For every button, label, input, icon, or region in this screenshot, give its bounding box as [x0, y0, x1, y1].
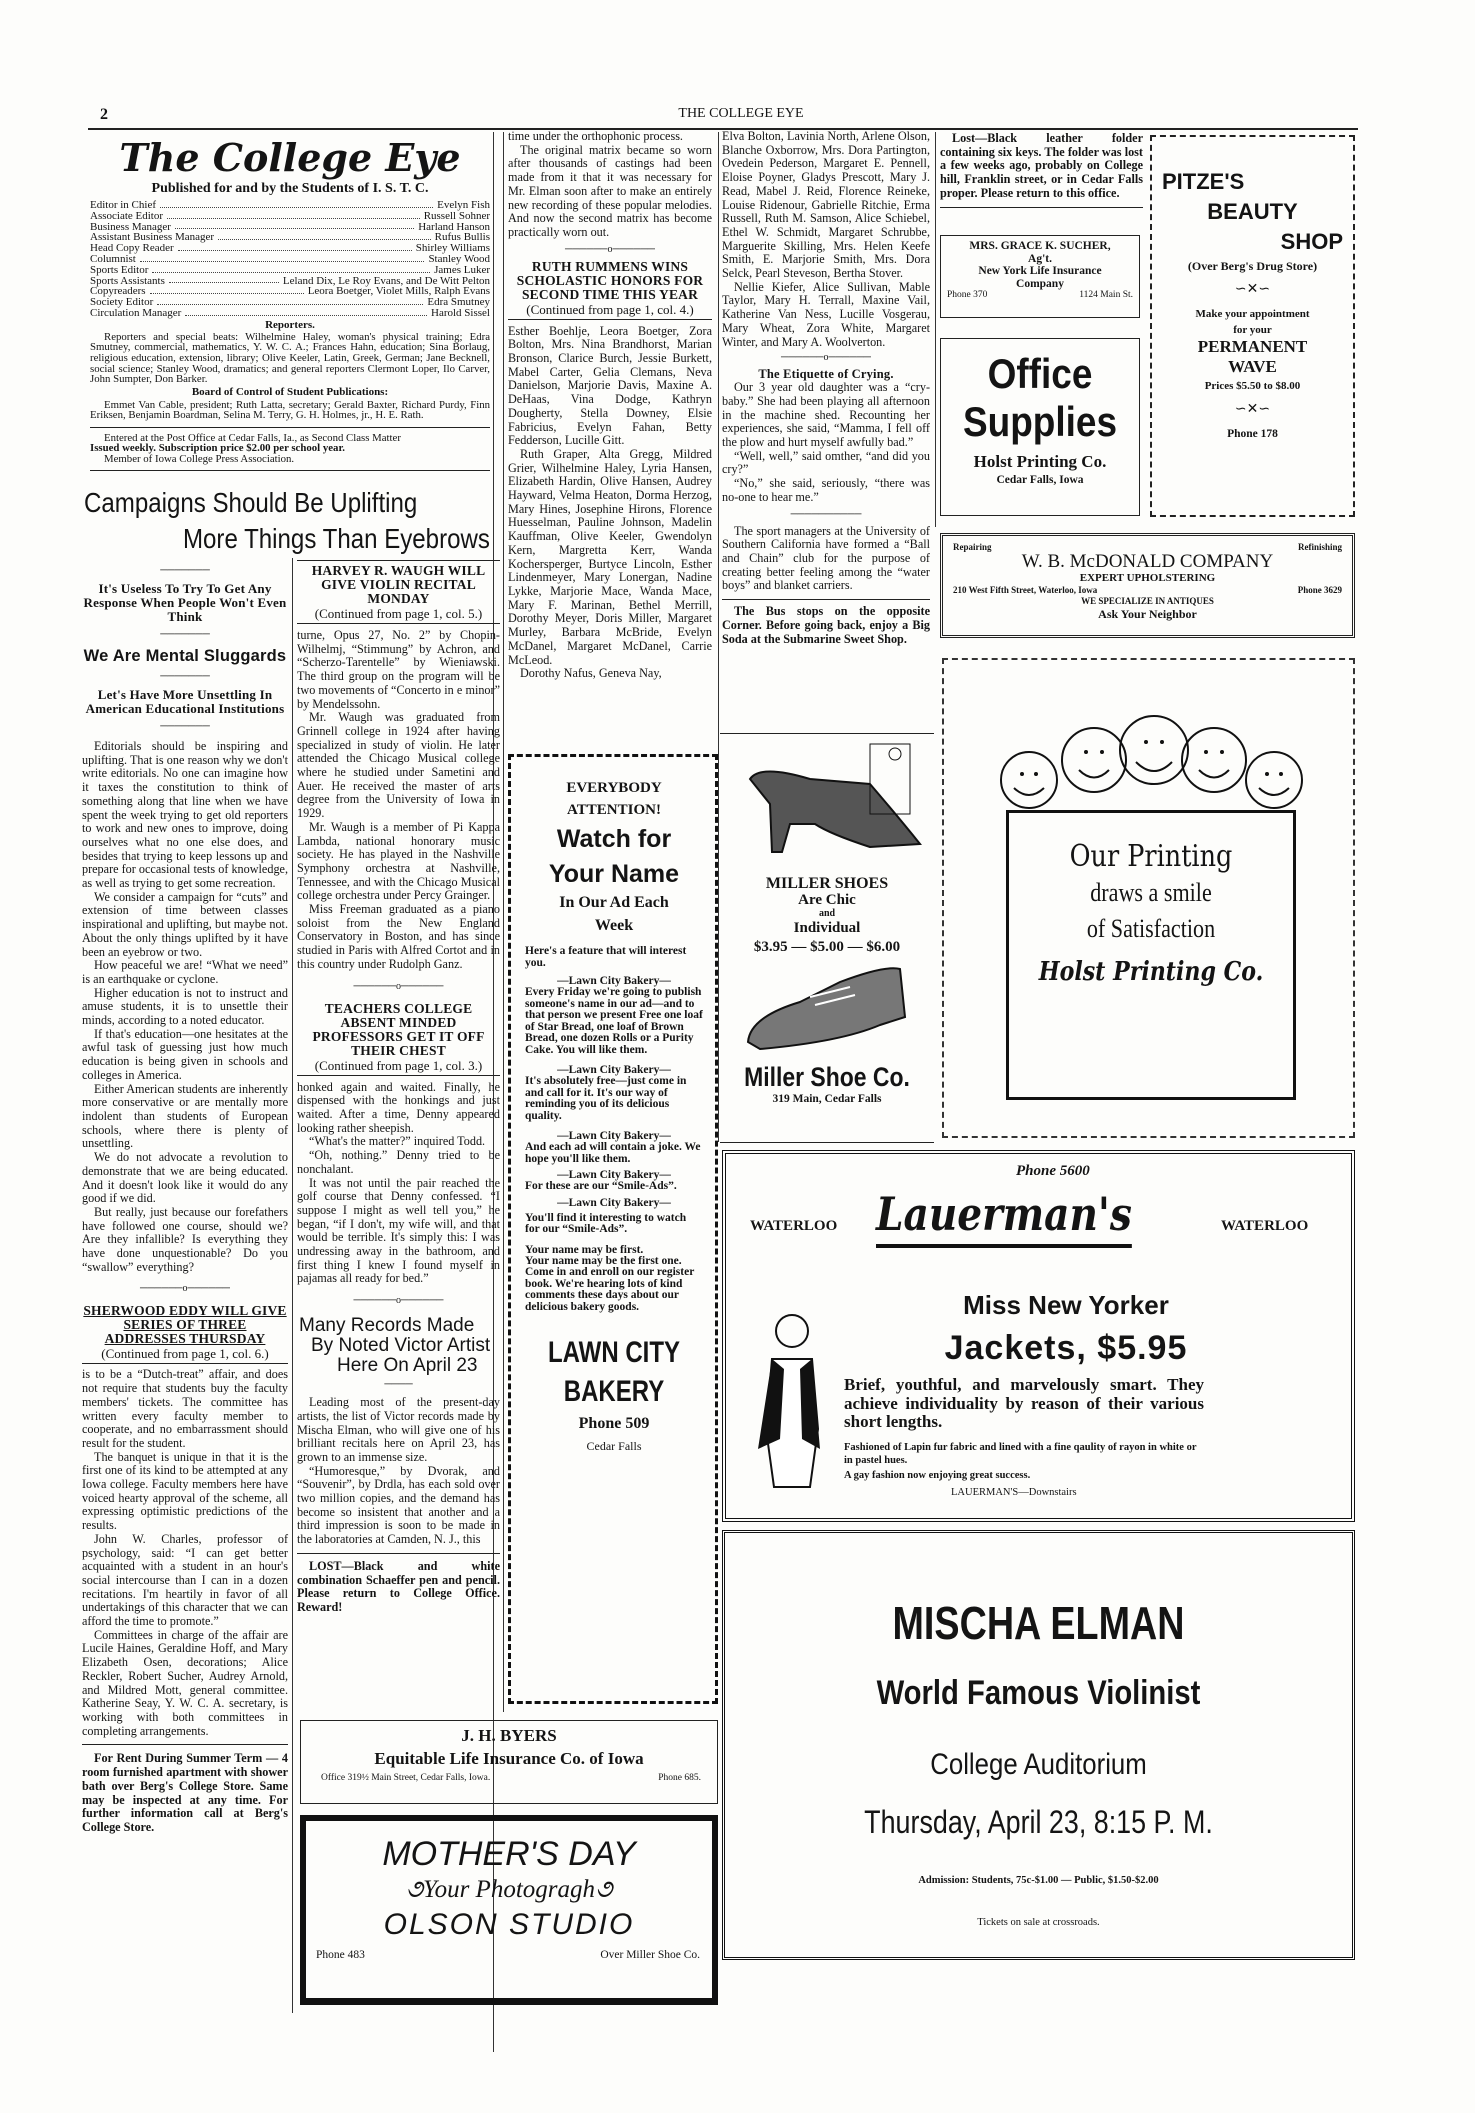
reporters-text: Reporters and special beats: Wilhelmine Haley, woman's physical training; Edra Smutney, commercial, mathematics, Y. W. C. A.; Frances Hahn, education; Sina Borlaug, religious education, extension, library; Olive Keeler, Latin, Greek, German; Jane Becknell, social science; Stanley Wood, dramatics; and general reporters Clermont Loper, Ilo Carver, John Sumpter, Don Barker.: [90, 330, 490, 386]
bakery-tag: —Lawn City Bakery—: [557, 1130, 671, 1142]
pitze-phone: Phone 178: [1227, 428, 1278, 440]
photo-line: Your Photogragh: [422, 1876, 596, 1903]
sherwood-headline: SHERWOOD EDDY WILL GIVE SERIES OF THREE ADDRESSES THURSDAY: [83, 1303, 287, 1347]
paragraph: We consider a campaign for “cuts” and extension of time between classes inspirational and uplifting, but maybe not. About the only things uplifted by it have been an eyebrow or two.: [82, 889, 288, 959]
mcdonald-tag: Ask Your Neighbor: [1098, 607, 1197, 621]
column-5: [940, 132, 1143, 208]
bakery-city: Cedar Falls: [586, 1439, 642, 1453]
paragraph: “Oh, nothing.” Denny tried to be nonchalant.: [297, 1148, 500, 1176]
masthead-title: The College Eye: [119, 135, 461, 180]
paragraph: Miss Freeman graduated as a piano soloist from the New England Conservatory in Boston, and has since studied in Paris with Alfred Cortot and in this country under Rudolph Ganz.: [297, 902, 500, 971]
paragraph: “Well, well,” said omther, “and did you cry?”: [722, 448, 930, 477]
column-2: HARVEY R. WAUGH WILL GIVE VIOLIN RECITAL MONDAY (Continued from page 1, col. 5.) turne, Opus 27, No. 2” by Chopin-Wilhelmj, “Stimmung” by Achron, and “Scherzo-Tarentelle” by Wieniawski. The third group on the program will be two movements of “Concerto in e minor” by Mendelssohn. Mr. Waugh was graduated from Grinnell college in 1924 after having specialized in study of violin. He later attended the Chicago Musical college where he studied under Sametini and Auer. He received the master of arts degree from the University of Iowa in 1929. Mr. Waugh is a member of Pi Kappa Lambda, national honorary music society. He has played in the Nashville Symphony orchestra at Nashville, Tennessee, and with the Chicago Musical college orchestra under Percy Grainger. Miss Freeman graduated as a piano soloist from the New England Conservatory in Boston, and has since studied in Paris with Alfred Cortot and in this country under Rudolph Ganz. ──────o────── TEACHERS COLLEGE ABSENT MINDED PROFESSORS GET IT OFF THEIR CHEST (Continued from page 1, col. 3.) honked again and waited. Finally, he dispensed with the honkings and just waited. After a time, Denny appeared looking rather sheepish. “What's the matter?” inquired Todd. “Oh, nothing.” Denny tried to be nonchalant. It was not until the pair reached the golf course that Denny confessed. “I suppose I might as well tell you,” he began, “if I don't, my wife will, and that would be terrible. It's simply this: I was undressing away in the bathroom, and first thing I knew I found myself in pajamas all ready for bed.” ──────o────── Many Records Made By Noted Victor Artist Here On April 23 ──── Leading most of the present-day artists, the list of Victor records made by Mischa Elman, who will give one of his brilliant recitals here on April 23, has grown to an immense size. “Humoresque,” by Dvorak, and “Souvenir”, by Drdla, has each sold over two million copies, and the demand has become so insistent that another and a third impression is soon to be made in the laboratories at Camden, N. J., this LOST—Black and white combination Schaeffer pen and pencil. Please return to College Office. Reward!: [297, 560, 500, 1615]
paragraph: How peaceful we are! “What we need” is an earthquake or cyclone.: [82, 958, 288, 986]
paragraph: “No,” she said, seriously, “there was no-one to hear me.”: [722, 476, 930, 504]
continued-note: (Continued from page 1, col. 3.): [314, 1057, 483, 1073]
mothers-day-ad: [300, 1815, 718, 2005]
mens-shoe-illustration: [720, 957, 934, 1057]
ad-line: ATTENTION!: [567, 802, 661, 818]
elman-admission: Admission: Students, 75c-$1.00 — Public, $1.50-$2.00: [918, 1875, 1159, 1886]
lauerman-city: WATERLOO: [750, 1218, 838, 1234]
lauerman-logo: Lauerman's: [876, 1184, 1132, 1248]
staff-row: [90, 254, 490, 265]
editorial-headline: More Things Than Eyebrows: [183, 523, 490, 554]
paragraph: Our 3 year old daughter was a “cry-baby.” She had been playing all afternoon in the machine shed. Recounting her experiences, she said, “Mamma, I fell off the plow and hurt myself awfully bad.”: [722, 380, 930, 450]
staff-name: Russell Sohner: [423, 209, 490, 222]
records-headline: Here On April 23: [337, 1355, 478, 1377]
pitze-line: SHOP: [1280, 229, 1343, 254]
miller-shoe-ad: [720, 733, 934, 1143]
ruth-headline: RUTH RUMMENS WINS SCHOLASTIC HONORS FOR SECOND TIME THIS YEAR: [516, 258, 704, 302]
paragraph: John W. Charles, professor of psychology, said: “I can get better acquainted with a student in an hour's social intercourse than I can in a dozen recitations. I'm heartily in favor of all undertakings of this character that we can afford the time to promote.”: [82, 1531, 288, 1629]
ad-text: Your name may be the first one. Come in and enroll on our register book. We're hearing lots of kind comments these days about our delicious bakery goods.: [525, 1254, 695, 1313]
lost-folder-notice: Lost—Black leather folder containing six keys. The folder was lost a few weeks ago, probably on College hill, Franklin street, or in Cedar Falls proper. Please return to this office.: [940, 131, 1143, 200]
pitze-line: for your: [1233, 324, 1272, 336]
mcdonald-address: 210 West Fifth Street, Waterloo, Iowa: [953, 585, 1098, 595]
ad-text: Here's a feature that will interest you.: [525, 945, 687, 969]
lost-pen-notice: LOST—Black and white combination Schaeffer pen and pencil. Please return to College Office. Reward!: [297, 1558, 500, 1614]
staff-name: Harland Hanson: [418, 220, 490, 233]
records-headline: Many Records Made: [299, 1315, 475, 1337]
byers-phone: Phone 685.: [658, 1773, 701, 1783]
pitze-line: WAVE: [1228, 357, 1277, 376]
staff-role: Circulation Manager: [90, 306, 182, 319]
records-headline: By Noted Victor Artist: [311, 1335, 491, 1357]
staff-name: Leora Boetger, Violet Mills, Ralph Evans: [307, 285, 490, 298]
staff-name: Harold Sissel: [431, 306, 490, 319]
paragraph: Leading most of the present-day artists, the list of Victor records made by Mischa Elman, who will give one of his brilliant recitals here on April 23, has grown to an immense size.: [297, 1395, 500, 1464]
byers-ad: [300, 1720, 718, 1804]
staff-role: Associate Editor: [90, 209, 164, 222]
sucher-company: New York Life Insurance Company: [978, 265, 1102, 290]
bakery-name: LAWN CITY: [548, 1336, 680, 1369]
studio-phone: Phone 483: [316, 1949, 365, 1961]
bakery-phone: Phone 509: [578, 1415, 650, 1432]
miller-prices: $3.95 — $5.00 — $6.00: [753, 939, 901, 955]
entry-line: Issued weekly. Subscription price $2.00 per school year.: [90, 442, 345, 455]
staff-role: Copyreaders: [90, 285, 146, 298]
bus-notice: The Bus stops on the opposite Corner. Before going back, enjoy a Big Soda at the Submarine Sweet Shop.: [722, 604, 930, 646]
lauerman-detail: Fashioned of Lapin fur fabric and lined with a fine qaulity of rayon in white or in pastel hues.: [844, 1442, 1197, 1466]
continued-note: (Continued from page 1, col. 4.): [526, 301, 694, 317]
woman-fashion-illustration: [754, 1309, 824, 1489]
entry-line: Member of Iowa College Press Association.: [104, 452, 295, 465]
staff-name: Rufus Bullis: [434, 231, 490, 244]
womens-shoe-illustration: [720, 734, 934, 864]
board-text: Emmet Van Cable, president; Ruth Latta, secretary; Gerald Baxter, Richard Purdy, Finn Eriksen, Benjamin Boardman, Selina M. Terry, G. H. Holmes, jr., H. E. Rath.: [90, 398, 490, 422]
paragraph: If that's education—one hesitates at the awful task of guessing just how much education is being given in schools and colleges in America.: [82, 1026, 288, 1082]
sport-note: The sport managers at the University of Southern California have formed a “Ball and Chain” club for the purpose of creating better feeling among the “water boys” and blanket carriers.: [722, 523, 930, 593]
staff-role: Columnist: [90, 252, 136, 265]
lauerman-ad: [722, 1150, 1355, 1522]
mcdonald-service: EXPERT UPHOLSTERING: [1079, 572, 1216, 584]
paragraph: turne, Opus 27, No. 2” by Chopin-Wilhelmj, “Stimmung” by Achron, and “Scherzo-Tarentelle” by Wieniawski. The third group on the program will be two movements of “Concerto in e minor” by Mendelssohn.: [297, 628, 500, 711]
reporters-heading: Reporters.: [265, 318, 315, 331]
for-rent-notice: For Rent During Summer Term — 4 room furnished apartment with shower bath over Berg's College Store. Same may be inspected at any time. For further information call at Berg's College Store.: [82, 1751, 288, 1834]
lauerman-phone: Phone 5600: [1016, 1163, 1090, 1179]
editorial-headline: Campaigns Should Be Uplifting: [84, 487, 418, 518]
editorial-article: ─────── It's Useless To Try To Get Any Response When People Won't Even Think ─────── We Are Mental Sluggards ─────── Let's Have More Unsettling In American Educational Institutions ─────── Editorials should be inspiring and uplifting. That is one reason why we don't write editorials. No one can imagine how it taxes the constitution to think of something along that line when we have spent the week trying to get old reporters to work and new ones to improve, doing ourselves what no one else does, and besides that trying to keep lessons up and prepare for occasional tests of knowledge, as well as trying to get some recreation. We consider a campaign for “cuts” and extension of time between classes inspirational and uplifting, but maybe not. About the only things uplifted by it have been an eyebrow or two. How peaceful we are! “What we need” is an earthquake or cyclone. Higher education is not to instruct and amuse students, it is to unsettle their minds, according to a noted educator. If that's education—one hesitates at the awful task of guessing just how much education is being given in schools and colleges in America. Either American students are inherently more conservative or are mentally more indolent than students of European schools, where there is plenty of unsettling. We do not advocate a revolution to demonstrate that we are being educated. And it doesn't look like it would do any good if we did. But really, just because our forefathers have followed one course, should we? Are they infallible? Is everything they have done unquestionable? Do you “swallow” everything? ──────o────── SHERWOOD EDDY WILL GIVE SERIES OF THREE ADDRESSES THURSDAY (Continued from page 1, col. 6.) is to be a “Dutch-treat” affair, and does not require that students buy the faculty members' tickets. The committee has written every faculty member to cooperate, and no embarrassment should result for the student. The banquet is unique in that it is the first one of its kind to be attempted at any Iowa college. Faculty members here have voiced hearty approval of the scheme, all expressing optimistic predictions of the results. John W. Charles, professor of psychology, said: “I can get better acquainted with a student in an hour's social intercourse than I can in a dozen recitations. I'm heartily in favor of all undertakings of this character that we can afford the time to promote.” Committees in charge of the affair are Lucile Haines, Geraldine Hoff, and Mary Elizabeth Osen, decorations; Alice Reckler, Robert Sucher, Audrey Arnold, and Mildred Mott, general committee. Katherine Seay, Y. W. C. A. secretary, is working with both committees in completing arrangements. For Rent During Summer Term — 4 room furnished apartment with shower bath over Berg's College Store. Same may be inspected at any time. For further information call at Berg's College Store.: [82, 565, 288, 1834]
sucher-title: Ag't.: [1028, 252, 1052, 265]
flourish-icon: ૭: [595, 1876, 613, 1903]
miller-name: Miller Shoe Co.: [744, 1062, 910, 1092]
paragraph: Esther Boehlje, Leora Boetger, Zora Bolton, Mrs. Nina Brandhorst, Marian Bronson, Clarice Burch, Jessie Burkett, Mabel Carter, Gelia Clemans, Neva Danielson, Marjorie Davis, Maxine A. DeHaas, Vina Dodge, Kathryn Dougherty, Stella Downey, Elsie Fabricius, Evelyn Fahan, Betty Fedderson, Lucille Gitt.: [508, 323, 712, 448]
byers-name: J. H. BYERS: [461, 1726, 557, 1745]
staff-role: Sports Editor: [90, 263, 149, 276]
bakery-tag: —Lawn City Bakery—: [557, 975, 671, 987]
board-heading: Board of Control of Student Publications:: [191, 385, 389, 398]
paragraph: Higher education is not to instruct and amuse students, it is to unsettle their minds, according to a noted educator.: [82, 985, 288, 1028]
pitze-line: PITZE'S: [1162, 169, 1245, 194]
sucher-address: 1124 Main St.: [1079, 290, 1133, 300]
editorial-subhead: Let's Have More Unsettling In American Educational Institutions: [85, 687, 285, 716]
staff-list: [90, 200, 490, 319]
flourish-icon: ∽✕∽: [1234, 282, 1271, 297]
bakery-name: BAKERY: [563, 1375, 665, 1408]
miller-address: 319 Main, Cedar Falls: [772, 1093, 882, 1105]
ad-line: Week: [594, 917, 634, 934]
holst-logo: Holst Printing Co.: [1038, 957, 1264, 987]
office-company: Holst Printing Co.: [973, 452, 1107, 471]
mothers-day-title: MOTHER'S DAY: [382, 1835, 636, 1873]
mcdonald-phone: Phone 3629: [1297, 585, 1342, 595]
pitze-prices: Prices $5.50 to $8.00: [1204, 380, 1301, 392]
paragraph: Editorials should be inspiring and uplifting. That is one reason why we don't write editorials. No one can imagine how it taxes the constitution to think of something along that line when we have spent the week trying to get old reporters to work and new ones to improve, doing ourselves what no one else does, and besides that trying to keep lessons up and prepare for occasional tests of knowledge, as well as trying to get some recreation.: [82, 739, 288, 891]
mcdonald-right: Refinishing: [1297, 542, 1342, 552]
running-title: THE COLLEGE EYE: [678, 106, 804, 121]
staff-row: [90, 308, 490, 319]
paragraph: It was not until the pair reached the golf course that Denny confessed. “I suppose I might as well tell you,” he began, “if I don't, my wife will, and that would be terrible. It's simply this: I was undressing away in the bathroom, and first thing I knew I found myself in pajamas all ready for bed.”: [297, 1175, 500, 1286]
paragraph: Mr. Waugh was graduated from Grinnell college in 1924 after having specialized in study of violin. He later attended the Chicago Musical college where he studied under Sametini and Auer. He received the master of arts degree from the University of Iowa in 1929.: [297, 710, 500, 821]
flourish-icon: ∽✕∽: [1234, 402, 1271, 417]
office-headline: Office: [987, 350, 1093, 397]
ad-text: For these are our “Smile-Ads”.: [525, 1180, 677, 1192]
ad-headline: Watch for: [556, 825, 672, 853]
pitze-line: PERMANENT: [1197, 337, 1308, 356]
pitze-line: BEAUTY: [1207, 199, 1298, 224]
paragraph: The banquet is unique in that it is the first one of its kind to be attempted at any Iowa college. Faculty members here have voiced hearty approval of the scheme, all expressing optimistic predictions of the results.: [82, 1449, 288, 1533]
page-number: 2: [100, 106, 108, 123]
waugh-headline: HARVEY R. WAUGH WILL GIVE VIOLIN RECITAL MONDAY: [311, 563, 486, 606]
office-supplies-ad: [940, 338, 1140, 516]
etiquette-title: The Etiquette of Crying.: [758, 367, 894, 382]
byers-company: Equitable Life Insurance Co. of Iowa: [374, 1749, 644, 1768]
mcdonald-special: WE SPECIALIZE IN ANTIQUES: [1081, 596, 1214, 606]
lauerman-tagline: A gay fashion now enjoying great success.: [844, 1470, 1031, 1481]
elman-venue: College Auditorium: [930, 1748, 1147, 1781]
miller-line: Individual: [793, 920, 861, 936]
paragraph: Ruth Graper, Alta Gregg, Mildred Grier, Wilhelmine Haley, Lyria Hansen, Elizabeth Hardin, Olive Hansen, Audrey Hayward, Velma Heaton, Dorma Herzog, Mary Hines, Josephine Hirons, Florence Huesselman, Pauline Johnson, Madelin Kauffman, Olive Keeler, Gwendolyn Kern, Margretta Kerr, Wanda Kochersperger, Burtyce Lincoln, Esther Lindenmeyer, Mary Lonergan, Nadine Lykke, Marjorie Mace, Wanda Mace, Mary F. Marinan, Bethel Merrill, Dorothy Meyer, Doris Miller, Margaret Murley, Barbara McBride, Evelyn McDanel, Margaret McDanel, Carrie McLeod.: [508, 446, 712, 667]
paragraph: Mr. Waugh is a member of Pi Kappa Lambda, national honorary music society. He has played in the Nashville Symphony orchestra at Nashville, Tennessee, and with the Chicago Musical college orchestra under Percy Grainger.: [297, 819, 500, 903]
staff-name: Edra Smutney: [427, 296, 490, 309]
mischa-elman-ad: [722, 1530, 1355, 1960]
elman-name: MISCHA ELMAN: [892, 1597, 1185, 1649]
ad-text: Your name may be first.: [525, 1243, 644, 1256]
pitze-line: Make your appointment: [1195, 308, 1310, 320]
smiling-faces-illustration: [984, 690, 1314, 830]
entry-line: Entered at the Post Office at Cedar Falls, Ia., as Second Class Matter: [104, 431, 401, 444]
staff-name: Leland Dix, Le Roy Evans, and De Witt Pelton: [282, 274, 490, 287]
masthead: [90, 136, 490, 471]
paragraph: We do not advocate a revolution to demonstrate that we are being educated. And it doesn't look like it would do any good if we did.: [82, 1150, 288, 1206]
staff-role: Assistant Business Manager: [90, 231, 215, 244]
paragraph: honked again and waited. Finally, he dispensed with the honkings and just waited. After a time, Denny appeared looking rather sheepish.: [297, 1079, 500, 1135]
mcdonald-name: W. B. McDONALD COMPANY: [1021, 551, 1274, 572]
staff-name: Evelyn Fish: [437, 199, 490, 211]
paragraph: “Humoresque,” by Dvorak, and “Souvenir”, by Drdla, has each sold over two million copies, and the demand has become so insistent that another and a third impression is soon to be made in the laboratories at Camden, N. J., this: [297, 1463, 500, 1547]
continued-note: (Continued from page 1, col. 5.): [314, 606, 483, 621]
paragraph: But really, just because our forefathers have followed one course, should we? Are they infallible? Is everything they have done unquestionable? Do you “swallow” everything?: [82, 1204, 288, 1274]
column-4: Elva Bolton, Lavinia North, Arlene Olson, Blanche Oxborrow, Mrs. Dora Partington, Ovedein Pederson, Margaret E. Pennell, Eloise Poyner, Gladys Prescott, Mary J. Read, Mabel J. Reid, Florence Reineke, Louise Ridenour, Gabrielle Ritchie, Erma Russell, Ruth M. Samson, Alice Schiebel, Ethel W. Schmidt, Margaret Schrubbe, Marguerite Skilling, Mrs. Helen Keefe Smith, E. Marjorie Smith, Mrs. Dora Selck, Pearl Steveson, Bertha Stover. Nellie Kiefer, Alice Sullivan, Mable Taylor, Mary H. Terrall, Maxine Vail, Katherine Van Ness, Lucille Vosgerau, Mary Wheat, Zora White, Margaret Winter, and Mary A. Woolverton. ──────o────── The Etiquette of Crying. Our 3 year old daughter was a “cry-baby.” She had been playing all afternoon in the machine shed. Recounting her experiences, she said, “Mamma, I fell off the plow and hurt myself awfully bad.” “Well, well,” said omther, “and did you cry?” “No,” she said, seriously, “there was no-one to hear me.” ────────── The sport managers at the University of Southern California have formed a “Ball and Chain” club for the purpose of creating better feeling among the “water boys” and blanket carriers. The Bus stops on the opposite Corner. Before going back, enjoy a Big Soda at the Submarine Sweet Shop.: [722, 129, 930, 646]
lauerman-signature: LAUERMAN'S—Downstairs: [951, 1487, 1077, 1498]
office-headline: Supplies: [962, 398, 1118, 445]
paragraph: Either American students are inherently more conservative or are mentally more indolent than students of European schools, where there is plenty of unsettling.: [82, 1081, 288, 1151]
sucher-ad: [940, 235, 1140, 318]
ad-text: Every Friday we're going to publish someone's name in our ad—and to that person we present Free one loaf of Star Bread, one loaf of Brown Bread, one dozen Rolls or a Purity Cake. You will like them.: [525, 986, 703, 1056]
teachers-headline: TEACHERS COLLEGE ABSENT MINDED PROFESSORS GET IT OFF THEIR CHEST: [312, 1000, 485, 1058]
holst-printing-ad: [942, 658, 1355, 1138]
studio-location: Over Miller Shoe Co.: [600, 1949, 700, 1961]
bakery-tag: —Lawn City Bakery—: [557, 1169, 671, 1181]
paragraph: Elva Bolton, Lavinia North, Arlene Olson, Blanche Oxborrow, Mrs. Dora Partington, Ovedein Pederson, Margaret E. Pennell, Eloise Poyner, Gladys Prescott, Mary J. Read, Mabel J. Reid, Florence Reineke, Louise Ridenour, Gabrielle Ritchie, Erma Russell, Ruth M. Samson, Alice Schiebel, Ethel W. Schmidt, Margaret Schrubbe, Marguerite Skilling, Mrs. Helen Keefe Smith, E. Marjorie Smith, Mrs. Dora Selck, Pearl Steveson, Bertha Stover.: [722, 129, 930, 281]
lauerman-body: Brief, youthful, and marvelously smart. They achieve individuality by reason of their various short lengths.: [844, 1375, 1204, 1431]
staff-role: Business Manager: [90, 220, 171, 233]
ad-line: EVERYBODY: [566, 780, 662, 796]
bakery-tag: —Lawn City Bakery—: [557, 1064, 671, 1076]
mcdonald-ad: [940, 533, 1355, 638]
flourish-icon: ૭: [405, 1876, 423, 1903]
paragraph: time under the orthophonic process.: [508, 129, 683, 143]
paragraph: Nellie Kiefer, Alice Sullivan, Mable Taylor, Mary H. Terrall, Maxine Vail, Katherine Van Ness, Lucille Vosgerau, Mary Wheat, Zora White, Margaret Winter, and Mary A. Woolverton.: [722, 279, 930, 349]
ad-line: In Our Ad Each: [559, 894, 669, 911]
paragraph: is to be a “Dutch-treat” affair, and does not require that students buy the faculty members' tickets. The committee has written every faculty member to cooperate, and no embarrassment should result for the student.: [82, 1367, 288, 1450]
staff-role: Society Editor: [90, 296, 154, 309]
paragraph: The original matrix became so worn after thousands of castings had been made from it that it was necessary for Mr. Elman soon after to make an entirely new recording of these popular melodies. And now the second matrix has become practically worn out.: [508, 142, 712, 239]
elman-tickets: Tickets on sale at crossroads.: [977, 1917, 1100, 1928]
miller-line: Are Chic: [798, 892, 856, 908]
paragraph: “What's the matter?” inquired Todd.: [309, 1134, 486, 1149]
ad-text: And each ad will contain a joke. We hope you'll like them.: [525, 1141, 701, 1165]
lawn-city-bakery-ad: [508, 754, 718, 1704]
lauerman-price: Jackets, $5.95: [944, 1329, 1188, 1367]
masthead-subtitle: Published for and by the Students of I. S. T. C.: [151, 181, 429, 196]
staff-name: Stanley Wood: [428, 252, 490, 265]
staff-name: Shirley Williams: [415, 242, 490, 255]
elman-date: Thursday, April 23, 8:15 P. M.: [864, 1804, 1213, 1840]
pitze-location: (Over Berg's Drug Store): [1187, 259, 1318, 273]
lauerman-headline: Miss New Yorker: [963, 1290, 1169, 1320]
paragraph: Dorothy Nafus, Geneva Nay,: [520, 666, 662, 681]
holst-line: draws a smile: [1090, 878, 1212, 907]
ad-text: It's absolutely free—just come in and call for it. It's our way of reminding you of its delicious quality.: [525, 1075, 687, 1122]
staff-role: Head Copy Reader: [90, 242, 174, 255]
bakery-tag: —Lawn City Bakery—: [557, 1196, 671, 1209]
holst-line: of Satisfaction: [1086, 914, 1216, 943]
miller-line: MILLER SHOES: [765, 875, 889, 892]
ad-headline: Your Name: [548, 860, 680, 888]
studio-name: OLSON STUDIO: [383, 1908, 635, 1941]
column-3: time under the orthophonic process. The original matrix became so worn after thousands of castings had been made from it that it was necessary for Mr. Elman soon after to make an entirely new recording of these popular melodies. And now the second matrix has become practically worn out. ──────o────── RUTH RUMMENS WINS SCHOLASTIC HONORS FOR SECOND TIME THIS YEAR (Continued from page 1, col. 4.) Esther Boehlje, Leora Boetger, Zora Bolton, Mrs. Nina Brandhorst, Marian Bronson, Clarice Burch, Jessie Burkett, Mabel Carter, Gelia Clemans, Neva Danielson, Marjorie Davis, Maxine A. DeHaas, Vina Dodge, Kathryn Dougherty, Stella Downey, Elsie Fabricius, Evelyn Fahan, Betty Fedderson, Lucille Gitt. Ruth Graper, Alta Gregg, Mildred Grier, Wilhelmine Haley, Lyria Hansen, Elizabeth Hardin, Olive Hansen, Audrey Hayward, Velma Heaton, Dorma Herzog, Mary Hines, Josephine Hirons, Florence Huesselman, Pauline Johnson, Madelin Kauffman, Olive Keeler, Gwendolyn Kern, Margretta Kerr, Wanda Kochersperger, Burtyce Lincoln, Esther Lindenmeyer, Mary Lonergan, Nadine Lykke, Marjorie Mace, Wanda Mace, Mary F. Marinan, Bethel Merrill, Dorothy Meyer, Doris Miller, Margaret Murley, Barbara McBride, Evelyn McDanel, Margaret McDanel, Carrie McLeod. Dorothy Nafus, Geneva Nay,: [508, 129, 712, 681]
sucher-name: MRS. GRACE K. SUCHER,: [969, 240, 1111, 252]
ad-text: You'll find it interesting to watch for our “Smile-Ads”.: [525, 1211, 687, 1235]
continued-note: (Continued from page 1, col. 6.): [101, 1346, 269, 1362]
staff-role: Editor in Chief: [90, 199, 156, 211]
editorial-subhead: We Are Mental Sluggards: [83, 647, 287, 665]
sign-board: [1006, 810, 1296, 1100]
office-city: Cedar Falls, Iowa: [996, 474, 1084, 486]
holst-line: Our Printing: [1069, 839, 1233, 874]
staff-row: [90, 211, 490, 222]
lauerman-city: WATERLOO: [1221, 1218, 1309, 1234]
miller-line: and: [818, 908, 836, 919]
paragraph: Committees in charge of the affair are Lucile Haines, Geraldine Hoff, and Mary Elizabeth Osen, decorations; Alice Reckler, Robert Sucher, Audrey Arnold, and Mildred Mott, general committee. Katherine Seay, Y. W. C. A. secretary, is working with both committees in completing arrangements.: [82, 1627, 288, 1738]
mcdonald-left: Repairing: [953, 542, 992, 552]
editorial-subhead: It's Useless To Try To Get Any Response When People Won't Even Think: [83, 581, 287, 624]
byers-address: Office 319½ Main Street, Cedar Falls, Iowa.: [321, 1773, 491, 1783]
pitze-beauty-shop-ad: [1150, 135, 1355, 517]
staff-row: [90, 265, 490, 276]
staff-role: Sports Assistants: [90, 274, 165, 287]
sucher-phone: Phone 370: [947, 290, 988, 300]
elman-title: World Famous Violinist: [876, 1674, 1201, 1712]
staff-name: James Luker: [434, 263, 490, 276]
